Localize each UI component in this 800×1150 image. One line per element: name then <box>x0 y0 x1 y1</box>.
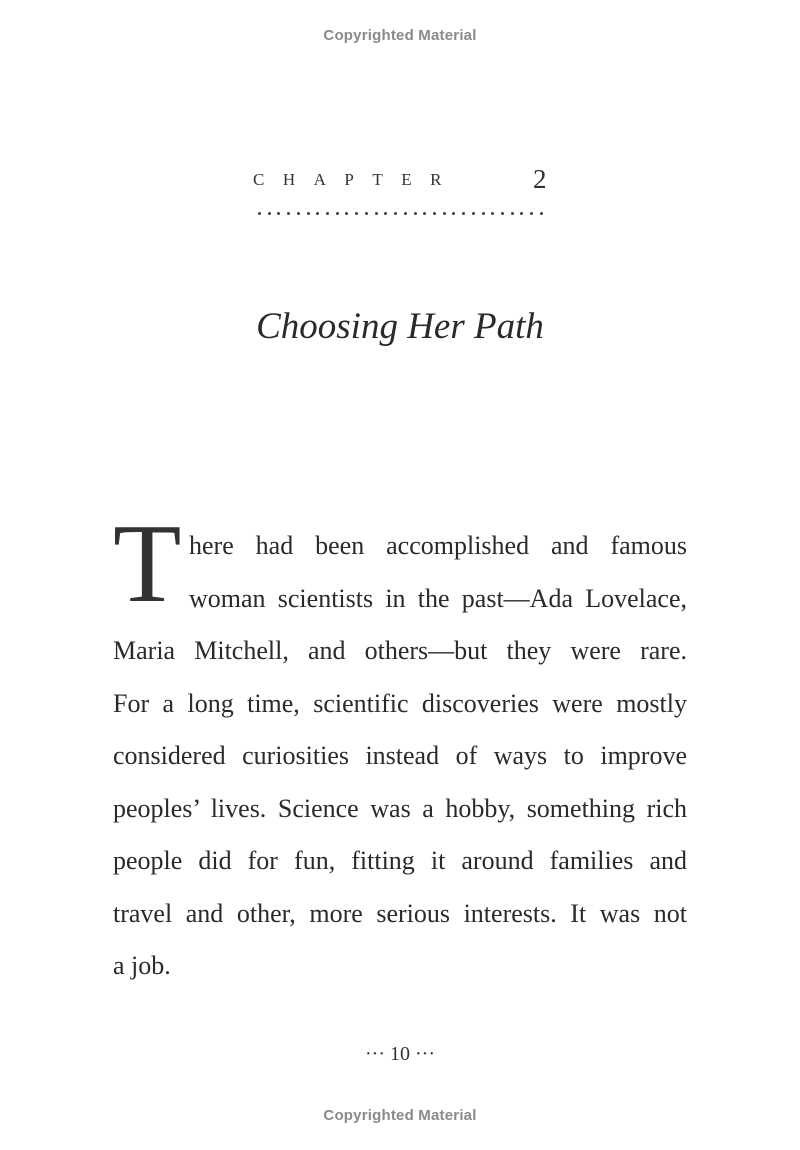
rule-dot <box>287 212 290 215</box>
text-line: people did for fun, fitting it around families and <box>113 846 687 875</box>
text-line: here had been accomplished and famous <box>189 531 687 560</box>
rule-dot <box>345 212 348 215</box>
chapter-number: 2 <box>533 164 547 194</box>
rule-dot <box>443 212 446 215</box>
copyright-watermark-bottom: Copyrighted Material <box>323 1107 477 1124</box>
rule-dot <box>452 212 455 215</box>
paragraph-body <box>113 625 687 993</box>
rule-dot <box>540 212 543 215</box>
text-line: For a long time, scientific discoveries were mostly <box>113 688 687 718</box>
rule-dot <box>268 212 271 215</box>
text-line: travel and other, more serious interests. It was not <box>113 898 687 928</box>
copyright-watermark-top: Copyrighted Material <box>323 27 477 44</box>
rule-dot <box>375 212 378 215</box>
rule-dot <box>414 212 417 215</box>
rule-dot <box>365 212 368 215</box>
drop-cap: T <box>113 502 182 626</box>
rule-dot <box>462 212 465 215</box>
rule-dot <box>423 212 426 215</box>
rule-dot <box>316 212 319 215</box>
chapter-title: Choosing Her Path <box>256 306 544 347</box>
rule-dot <box>433 212 436 215</box>
rule-dot <box>482 212 485 215</box>
text-line: woman scientists in the past—Ada Lovelace, <box>189 583 687 613</box>
chapter-heading <box>253 166 553 196</box>
page-number: ··· 10 ··· <box>365 1043 435 1065</box>
text-line: considered curiosities instead of ways to improve <box>113 741 687 770</box>
rule-dot <box>297 212 300 215</box>
rule-dot <box>491 212 494 215</box>
text-line: Maria Mitchell, and others—but they were rare. <box>113 636 687 665</box>
paragraph-first-lines <box>189 520 687 625</box>
text-line: peoples’ lives. Science was a hobby, something rich <box>113 793 687 823</box>
rule-dot <box>530 212 533 215</box>
rule-dot <box>384 212 387 215</box>
rule-dot <box>520 212 523 215</box>
rule-dot <box>326 212 329 215</box>
text-line: a job. <box>113 951 171 980</box>
rule-dot <box>501 212 504 215</box>
rule-dot <box>511 212 514 215</box>
rule-dot <box>277 212 280 215</box>
rule-dot <box>336 212 339 215</box>
rule-dot <box>472 212 475 215</box>
rule-dot <box>258 212 261 215</box>
chapter-dotted-rule <box>258 198 543 218</box>
chapter-label: CHAPTER <box>253 170 460 189</box>
rule-dot <box>394 212 397 215</box>
rule-dot <box>404 212 407 215</box>
rule-dot <box>355 212 358 215</box>
rule-dot <box>307 212 310 215</box>
